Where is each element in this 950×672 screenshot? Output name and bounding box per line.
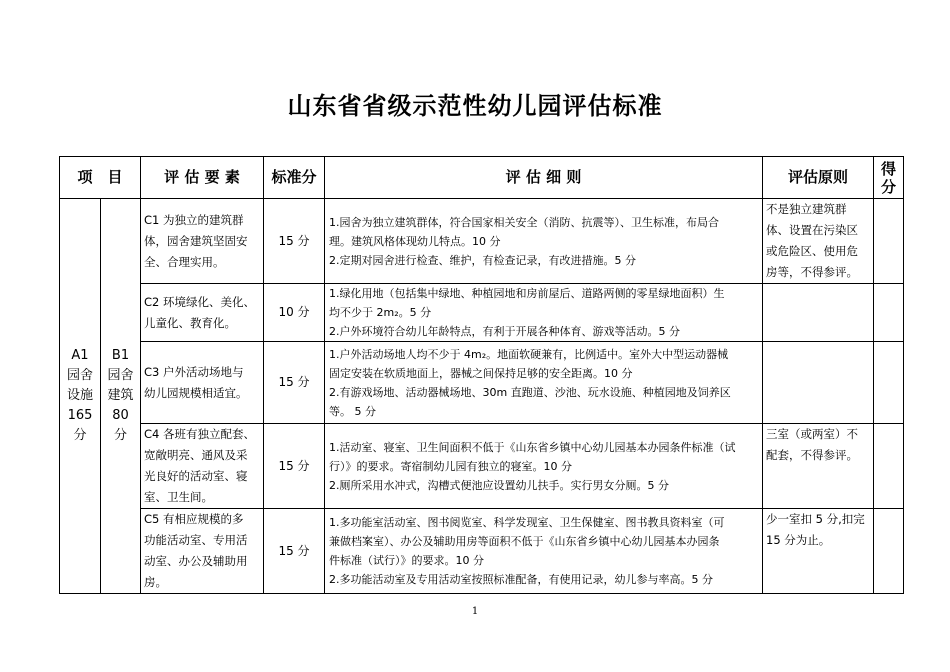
text-line: 1.户外活动场地人均不少于 4m₂。地面软硬兼有，比例适中。室外大中型运动器械 [329, 347, 729, 361]
element-cell [141, 424, 264, 509]
text-line: 幼儿园规模相适宜。 [144, 385, 248, 400]
text-line: 配套，不得参评。 [766, 448, 859, 462]
text-line: 固定安装在软质地面上，器械之间保持足够的安全距离。10 分 [329, 366, 633, 380]
score-cell [874, 509, 904, 594]
text-line: 宽敞明亮、通风及采 [144, 448, 248, 462]
text-line: 1.园舍为独立建筑群体，符合国家相关安全（消防、抗震等）、卫生标准，布局合 [329, 215, 720, 229]
table-row [60, 199, 904, 284]
score-cell [874, 284, 904, 342]
text-line: C3 户外活动场地与 [144, 364, 244, 379]
b1-category [101, 199, 141, 594]
text-line: 1.绿化用地（包括集中绿地、种植园地和房前屋后、道路两侧的零星绿地面积）生 [329, 287, 725, 300]
standard-score: 15 分 [264, 342, 325, 424]
header-elements: 评 估 要 素 [141, 157, 264, 199]
a1-line1: A1 [71, 348, 89, 363]
text-line: 体、设置在污染区 [766, 223, 859, 237]
detail-cell [325, 284, 763, 342]
table-row [60, 284, 904, 342]
text-line: 三室（或两室）不 [766, 427, 859, 441]
table-row [60, 509, 904, 594]
header-row [60, 157, 904, 199]
text-line: 等。 5 分 [329, 404, 377, 418]
text-line: 15 分为止。 [766, 533, 831, 547]
element-cell [141, 509, 264, 594]
text-line: 室、卫生间。 [144, 490, 214, 504]
text-line: C4 各班有独立配套、 [144, 427, 256, 441]
text-line: 动室、办公及辅助用 [144, 554, 248, 568]
text-line: C1 为独立的建筑群 [144, 212, 244, 227]
text-line: 或危险区、使用危 [766, 244, 859, 258]
text-line: 2.有游戏场地、活动器械场地、30m 直跑道、沙池、玩水设施、种植园地及饲养区 [329, 385, 731, 399]
header-principle: 评估原则 [763, 157, 874, 199]
text-line: 光良好的活动室、寝 [144, 469, 248, 483]
text-line: 不是独立建筑群 [766, 202, 847, 216]
detail-cell [325, 199, 763, 284]
text-line: 理。建筑风格体现幼儿特点。10 分 [329, 234, 501, 248]
b1-line3: 建筑 [107, 388, 134, 403]
page-title: 山东省省级示范性幼儿园评估标准 [287, 92, 663, 120]
text-line: 行）》的要求。寄宿制幼儿园有独立的寝室。10 分 [329, 459, 573, 473]
detail-cell [325, 509, 763, 594]
detail-cell [325, 342, 763, 424]
text-line: 件标准（试行）》的要求。10 分 [329, 554, 485, 567]
a1-line5: 分 [73, 428, 87, 443]
header-score [874, 157, 904, 199]
principle-cell [763, 424, 874, 509]
element-cell [141, 284, 264, 342]
text-line: 功能活动室、专用活 [144, 533, 248, 547]
text-line: C2 环境绿化、美化、 [144, 294, 256, 309]
table-row [60, 424, 904, 509]
text-line: 兼做档案室）、办公及辅助用房等面积不低于《山东省乡镇中心幼儿园基本办园条 [329, 535, 720, 548]
standard-score: 15 分 [264, 424, 325, 509]
header-details: 评 估 细 则 [325, 157, 763, 199]
standard-score: 15 分 [264, 509, 325, 594]
header-standard: 标准分 [264, 157, 325, 199]
text-line: 2.多功能活动室及专用活动室按照标准配备，有使用记录，幼儿参与率高。5 分 [329, 573, 714, 586]
b1-line5: 分 [114, 428, 128, 443]
text-line: 体，园舍建筑坚固安 [144, 233, 248, 248]
principle-cell [763, 342, 874, 424]
standard-score: 15 分 [264, 199, 325, 284]
score-cell [874, 199, 904, 284]
principle-cell [763, 284, 874, 342]
text-line: 2.定期对园舍进行检查、维护，有检查记录，有改进措施。5 分 [329, 253, 637, 267]
detail-cell [325, 424, 763, 509]
text-line: 2.厕所采用水冲式，沟槽式便池应设置幼儿扶手。实行男女分厕。5 分 [329, 478, 670, 492]
score-cell [874, 342, 904, 424]
score-cell [874, 424, 904, 509]
principle-cell [763, 509, 874, 594]
header-item: 项 目 [60, 157, 141, 199]
text-line: 2.户外环境符合幼儿年龄特点，有利于开展各种体育、游戏等活动。5 分 [329, 325, 681, 338]
evaluation-table [59, 156, 904, 594]
header-score-line2: 分 [881, 177, 897, 196]
text-line: C5 有相应规模的多 [144, 512, 244, 526]
standard-score: 10 分 [264, 284, 325, 342]
text-line: 1.多功能室活动室、图书阅览室、科学发现室、卫生保健室、图书教具资料室（可 [329, 516, 725, 529]
table-row [60, 342, 904, 424]
text-line: 全、合理实用。 [144, 254, 225, 269]
principle-cell [763, 199, 874, 284]
text-line: 儿童化、教育化。 [144, 315, 237, 330]
header-score-line1: 得 [881, 159, 897, 178]
text-line: 1.活动室、寝室、卫生间面积不低于《山东省乡镇中心幼儿园基本办园条件标准（试 [329, 440, 736, 454]
text-line: 房。 [144, 575, 168, 589]
a1-category [60, 199, 101, 594]
element-cell [141, 199, 264, 284]
a1-line3: 设施 [66, 388, 93, 403]
text-line: 少一室扣 5 分,扣完 [766, 512, 865, 526]
a1-line2: 园舍 [66, 368, 93, 383]
a1-line4: 165 [67, 408, 93, 423]
b1-line1: B1 [111, 348, 130, 363]
page-number: 1 [471, 606, 479, 617]
element-cell [141, 342, 264, 424]
text-line: 均不少于 2m₂。5 分 [329, 306, 432, 319]
text-line: 房等，不得参评。 [766, 265, 859, 279]
b1-line2: 园舍 [107, 368, 134, 383]
b1-line4: 80 [112, 408, 129, 423]
